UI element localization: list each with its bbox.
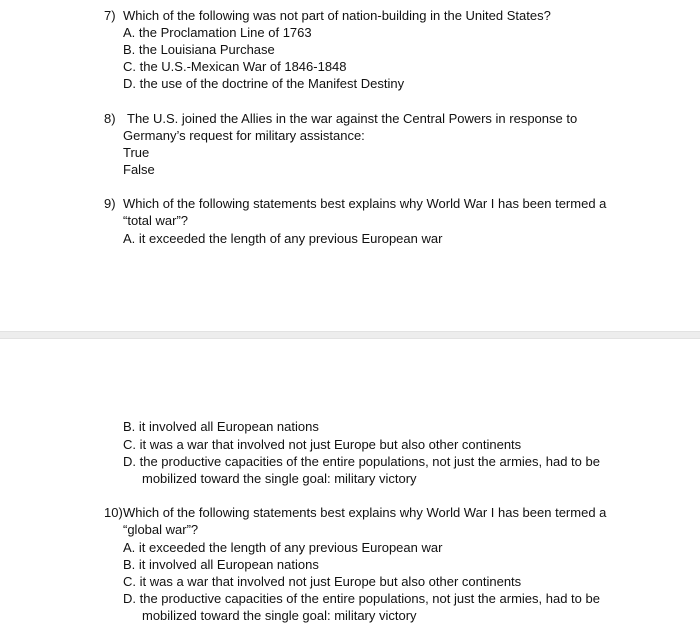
question-number: 9) — [104, 196, 116, 211]
answer-option: D. the productive capacities of the entire populations, not just the armies, had to be — [123, 454, 600, 469]
answer-option: False — [123, 162, 155, 177]
answer-option: A. it exceeded the length of any previous European war — [123, 540, 443, 555]
question-number: 10) — [104, 505, 123, 520]
answer-option: C. it was a war that involved not just Europe but also other continents — [123, 437, 522, 452]
answer-option: A. it exceeded the length of any previous European war — [123, 231, 443, 246]
question-text: “global war”? — [123, 522, 199, 537]
question-text: Which of the following statements best explains why World War I has been termed a — [123, 196, 607, 211]
answer-option: True — [123, 145, 150, 160]
question-text: Which of the following was not part of nation-building in the United States? — [123, 8, 551, 23]
question-number: 8) — [104, 111, 116, 126]
answer-option: A. the Proclamation Line of 1763 — [123, 25, 312, 40]
answer-option: D. the use of the doctrine of the Manifest Destiny — [123, 76, 405, 91]
answer-option: B. it involved all European nations — [123, 419, 319, 434]
question-text: The U.S. joined the Allies in the war against the Central Powers in response to — [127, 111, 578, 126]
question-text: Germany’s request for military assistance: — [123, 128, 365, 143]
question-number: 7) — [104, 8, 116, 23]
answer-option: D. the productive capacities of the entire populations, not just the armies, had to be — [123, 591, 600, 606]
answer-option: C. it was a war that involved not just Europe but also other continents — [123, 574, 522, 589]
question-text: Which of the following statements best explains why World War I has been termed a — [123, 505, 607, 520]
answer-option-continuation: mobilized toward the single goal: military victory — [142, 471, 417, 486]
answer-option: B. the Louisiana Purchase — [123, 42, 275, 57]
answer-option: C. the U.S.-Mexican War of 1846-1848 — [123, 59, 347, 74]
answer-option: B. it involved all European nations — [123, 557, 319, 572]
answer-option-continuation: mobilized toward the single goal: military victory — [142, 608, 417, 623]
page-divider — [0, 331, 700, 339]
question-text: “total war”? — [123, 213, 189, 228]
